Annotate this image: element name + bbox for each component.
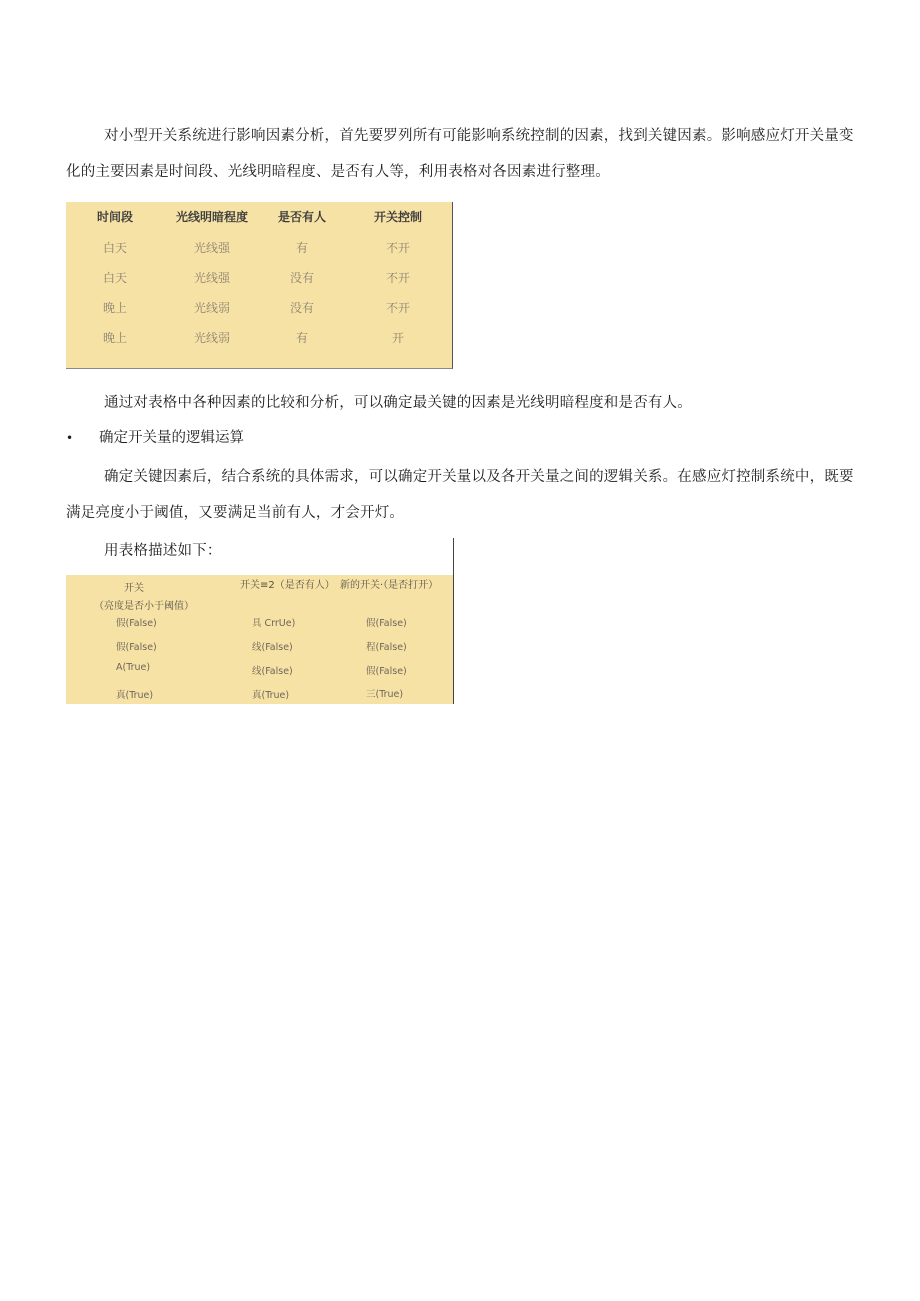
table-cell: 晚上 <box>102 331 127 345</box>
table-cell: 不开 <box>385 271 410 285</box>
table-row <box>66 269 452 286</box>
table-cell: 开 <box>391 331 404 345</box>
logic-paragraph: 确定关键因素后，结合系统的具体需求，可以确定开关量以及各开关量之间的逻辑关系。在感应灯控制系统中，既要满足亮度小于阈值，又要满足当前有人，才会开灯。 <box>66 469 854 521</box>
factor-table-header <box>66 208 452 234</box>
header-person-present: 是否有人 <box>277 210 326 224</box>
table-cell: 真(True) <box>252 690 290 701</box>
table-cell: 白天 <box>102 241 127 255</box>
table-cell: 有 <box>295 241 308 255</box>
table-cell: 程(False) <box>366 642 407 653</box>
table-cell: 晚上 <box>102 301 127 315</box>
table-cell: 具 CrrUe) <box>252 618 296 629</box>
header-time-period: 时间段 <box>96 210 133 224</box>
table-cell: 光线强 <box>193 271 230 285</box>
table-cell: 有 <box>295 331 308 345</box>
table-cell: 线(False) <box>252 642 293 653</box>
table-cell: A(True) <box>116 662 151 673</box>
table-row <box>66 329 452 346</box>
table-cell: 光线强 <box>193 241 230 255</box>
table-row <box>66 299 452 316</box>
logic-table <box>66 575 453 704</box>
header-new-switch: 新的开关·（是否打开） <box>340 580 439 591</box>
table-cell: 假(False) <box>366 618 407 629</box>
table-cell: 假(False) <box>116 642 157 653</box>
header-switch-control: 开关控制 <box>373 210 422 224</box>
table-cell: 真(True) <box>116 690 154 701</box>
header-light-level: 光线明暗程度 <box>175 210 248 224</box>
table-cell: 假(False) <box>366 666 407 677</box>
bullet-text: 确定开关量的逻辑运算 <box>99 430 244 446</box>
header-switch1-subtitle: （亮度是否小于阈值） <box>94 601 194 612</box>
table-cell: 没有 <box>289 271 314 285</box>
table-cell: 没有 <box>289 301 314 315</box>
header-switch2: 开关≡2（是否有人） <box>240 580 335 591</box>
header-switch1-title: 开关 <box>124 583 144 594</box>
table-intro-text: 用表格描述如下： <box>104 543 222 559</box>
table-cell: 不开 <box>385 241 410 255</box>
factor-table <box>66 202 453 369</box>
table-cell: 光线弱 <box>193 301 230 315</box>
table-cell: 三(True) <box>366 689 404 700</box>
table-cell: 光线弱 <box>193 331 230 345</box>
analysis-paragraph: 通过对表格中各种因素的比较和分析，可以确定最关键的因素是光线明暗程度和是否有人。 <box>104 395 692 411</box>
bullet-item <box>66 423 244 453</box>
intro-paragraph: 对小型开关系统进行影响因素分析，首先要罗列所有可能影响系统控制的因素，找到关键因素。影响感应灯开关量变化的主要因素是时间段、光线明暗程度、是否有人等，利用表格对各因素进行整理。 <box>66 128 854 180</box>
table-cell: 不开 <box>385 301 410 315</box>
bullet-icon: • <box>66 431 74 445</box>
table-border-line <box>453 538 454 704</box>
table-row <box>66 239 452 256</box>
table-cell: 白天 <box>102 271 127 285</box>
table-cell: 线(False) <box>252 666 293 677</box>
table-cell: 假(False) <box>116 618 157 629</box>
